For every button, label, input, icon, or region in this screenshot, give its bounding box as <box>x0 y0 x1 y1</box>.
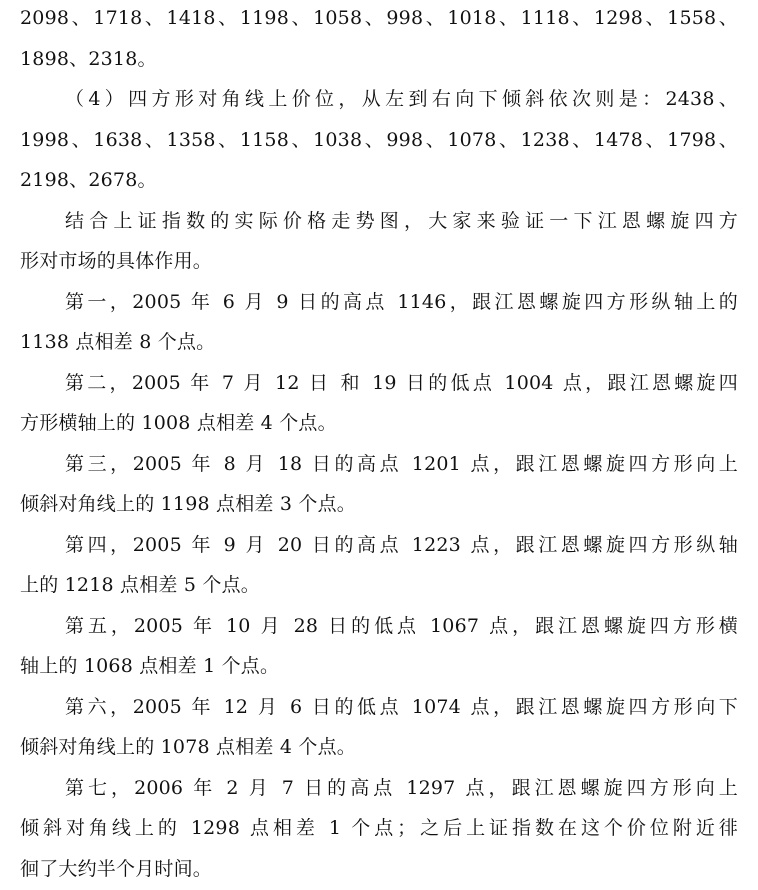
text-line: 第二，2005 年 7 月 12 日 和 19 日的低点 1004 点，跟江恩螺旋四 <box>65 371 738 394</box>
paragraph-fourth <box>20 525 738 606</box>
text-line: 2098、1718、1418、1198、1058、998、1018、1118、1298、1558、 <box>20 7 738 29</box>
paragraph-seventh <box>20 768 738 890</box>
paragraph-third <box>20 444 738 525</box>
text-line: 徊了大约半个月时间。 <box>20 857 213 880</box>
text-line: 方形横轴上的 1008 点相差 4 个点。 <box>20 412 337 434</box>
paragraph-prices-3-continued <box>20 0 738 79</box>
paragraph-second <box>20 363 738 444</box>
text-line: 第六，2005 年 12 月 6 日的低点 1074 点，跟江恩螺旋四方形向下 <box>65 695 738 718</box>
paragraph-first <box>20 282 738 363</box>
text-line: 倾斜对角线上的 1078 点相差 4 个点。 <box>20 736 357 758</box>
text-line: 第五，2005 年 10 月 28 日的低点 1067 点，跟江恩螺旋四方形横 <box>65 614 738 637</box>
text-line: 倾斜对角线上的 1198 点相差 3 个点。 <box>20 493 357 515</box>
text-line: 形对市场的具体作用。 <box>20 250 213 272</box>
text-line: 1898、2318。 <box>20 47 157 70</box>
paragraph-intro <box>20 201 738 282</box>
text-line: 1138 点相差 8 个点。 <box>20 331 216 353</box>
text-line: 轴上的 1068 点相差 1 个点。 <box>20 655 280 677</box>
text-line: 结合上证指数的实际价格走势图，大家来验证一下江恩螺旋四方 <box>65 209 738 232</box>
paragraph-sixth <box>20 687 738 768</box>
text-line: 第一，2005 年 6 月 9 日的高点 1146，跟江恩螺旋四方形纵轴上的 <box>65 290 738 313</box>
text-line: 倾斜对角线上的 1298 点相差 1 个点；之后上证指数在这个价位附近徘 <box>20 817 738 839</box>
text-line: 上的 1218 点相差 5 个点。 <box>20 574 261 596</box>
text-line: 第七，2006 年 2 月 7 日的高点 1297 点，跟江恩螺旋四方形向上 <box>65 776 738 799</box>
text-line: 2198、2678。 <box>20 169 157 191</box>
text-line: （4）四方形对角线上价位，从左到右向下倾斜依次则是：2438、 <box>65 88 738 110</box>
text-line: 第三，2005 年 8 月 18 日的高点 1201 点，跟江恩螺旋四方形向上 <box>65 452 738 475</box>
paragraph-prices-4 <box>20 79 738 201</box>
text-line: 1998、1638、1358、1158、1038、998、1078、1238、1478、1798、 <box>20 128 738 151</box>
paragraph-fifth <box>20 606 738 687</box>
text-line: 第四，2005 年 9 月 20 日的高点 1223 点，跟江恩螺旋四方形纵轴 <box>65 533 738 556</box>
